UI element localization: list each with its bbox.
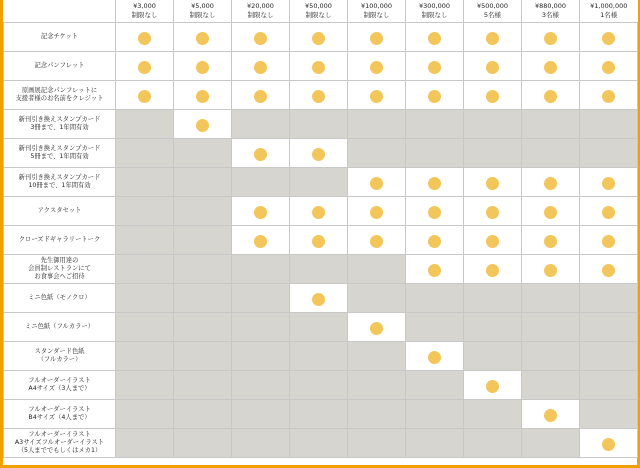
reward-row [4,255,638,284]
included-cell [580,81,638,110]
included-dot-icon [602,264,615,277]
unavailable-cell [232,255,290,284]
included-dot-icon [602,61,615,74]
included-cell [464,168,522,197]
included-dot-icon [602,32,615,45]
plan-price: ¥5,000 [191,2,214,10]
included-dot-icon [370,61,383,74]
plan-price: ¥500,000 [476,2,508,10]
included-cell [522,81,580,110]
reward-row [4,313,638,342]
unavailable-cell [290,313,348,342]
included-dot-icon [602,206,615,219]
unavailable-cell [522,284,580,313]
included-dot-icon [428,90,441,103]
included-cell [580,52,638,81]
plan-limit: 制限なし [189,11,216,19]
included-dot-icon [486,235,499,248]
included-cell [464,226,522,255]
plan-price: ¥100,000 [360,2,392,10]
unavailable-cell [290,371,348,400]
included-cell [290,139,348,168]
included-cell [522,168,580,197]
unavailable-cell [174,197,232,226]
included-dot-icon [602,438,615,451]
unavailable-cell [232,313,290,342]
included-dot-icon [486,264,499,277]
plan-header-row [4,0,638,23]
unavailable-cell [232,110,290,139]
included-cell [464,52,522,81]
included-cell [290,23,348,52]
included-dot-icon [196,119,209,132]
unavailable-cell [580,313,638,342]
unavailable-cell [174,313,232,342]
included-cell [522,23,580,52]
unavailable-cell [174,284,232,313]
reward-comparison-table [3,0,638,458]
included-cell [406,81,464,110]
included-dot-icon [428,351,441,364]
included-cell [232,52,290,81]
unavailable-cell [290,429,348,458]
plan-header [348,0,406,23]
reward-row [4,284,638,313]
included-dot-icon [312,293,325,306]
reward-label: フルオーダーイラスト A4サイズ（3人まで） [4,371,116,400]
unavailable-cell [290,255,348,284]
included-cell [580,23,638,52]
included-cell [174,110,232,139]
reward-label: ミニ色紙（フルカラー） [4,313,116,342]
unavailable-cell [116,284,174,313]
included-cell [464,255,522,284]
included-dot-icon [428,206,441,219]
included-cell [580,226,638,255]
included-dot-icon [486,90,499,103]
unavailable-cell [174,342,232,371]
unavailable-cell [290,342,348,371]
reward-row [4,81,638,110]
reward-label: 新刊引き換えスタンプカード 5冊まで、1年間有効 [4,139,116,168]
included-cell [522,400,580,429]
unavailable-cell [348,342,406,371]
included-dot-icon [428,235,441,248]
included-dot-icon [138,61,151,74]
included-dot-icon [544,90,557,103]
unavailable-cell [290,168,348,197]
included-cell [406,342,464,371]
plan-price: ¥300,000 [418,2,450,10]
unavailable-cell [580,139,638,168]
included-cell [580,197,638,226]
reward-row [4,197,638,226]
unavailable-cell [464,139,522,168]
included-dot-icon [196,61,209,74]
plan-limit: 制限なし [247,11,274,19]
unavailable-cell [464,313,522,342]
unavailable-cell [232,284,290,313]
included-cell [522,226,580,255]
unavailable-cell [174,226,232,255]
included-cell [522,197,580,226]
reward-row [4,110,638,139]
included-dot-icon [370,177,383,190]
reward-label: 新刊引き換えスタンプカード 3冊まで、1年間有効 [4,110,116,139]
included-dot-icon [486,206,499,219]
unavailable-cell [116,168,174,197]
included-dot-icon [254,235,267,248]
unavailable-cell [116,255,174,284]
reward-label: ミニ色紙（モノクロ） [4,284,116,313]
included-dot-icon [544,264,557,277]
reward-row [4,400,638,429]
unavailable-cell [116,226,174,255]
included-cell [464,81,522,110]
plan-header [522,0,580,23]
included-cell [174,81,232,110]
included-cell [116,23,174,52]
included-cell [406,52,464,81]
reward-label: 先生御用達の 会員制レストランにて お食事会へご招待 [4,255,116,284]
unavailable-cell [116,342,174,371]
unavailable-cell [464,110,522,139]
header-corner [4,0,116,23]
unavailable-cell [174,139,232,168]
unavailable-cell [522,139,580,168]
included-dot-icon [428,177,441,190]
plan-limit: 制限なし [363,11,390,19]
plan-header [116,0,174,23]
included-dot-icon [486,61,499,74]
included-dot-icon [602,90,615,103]
plan-header [174,0,232,23]
unavailable-cell [464,400,522,429]
plan-limit: 1名様 [600,11,618,19]
included-dot-icon [486,177,499,190]
unavailable-cell [522,429,580,458]
plan-header [580,0,638,23]
unavailable-cell [232,429,290,458]
included-dot-icon [196,90,209,103]
included-dot-icon [312,61,325,74]
reward-label: フルオーダーイラスト A3サイズフルオーダーイラスト （5人まででもしくはメカ1） [4,429,116,458]
included-cell [580,168,638,197]
included-dot-icon [312,148,325,161]
unavailable-cell [232,400,290,429]
plan-header [406,0,464,23]
unavailable-cell [116,110,174,139]
unavailable-cell [522,110,580,139]
included-cell [464,197,522,226]
plan-price: ¥20,000 [247,2,274,10]
reward-label: 原画展記念パンフレットに 支援者様のお名前をクレジット [4,81,116,110]
unavailable-cell [232,168,290,197]
unavailable-cell [116,400,174,429]
unavailable-cell [232,371,290,400]
reward-label: 記念パンフレット [4,52,116,81]
unavailable-cell [580,342,638,371]
included-cell [174,52,232,81]
included-dot-icon [544,409,557,422]
included-dot-icon [428,61,441,74]
reward-label: 新刊引き換えスタンプカード 10冊まで、1年間有効 [4,168,116,197]
included-cell [290,52,348,81]
unavailable-cell [116,371,174,400]
plan-price: ¥50,000 [305,2,332,10]
included-dot-icon [486,32,499,45]
reward-row [4,168,638,197]
included-dot-icon [254,90,267,103]
unavailable-cell [522,371,580,400]
included-cell [348,81,406,110]
reward-row [4,342,638,371]
unavailable-cell [406,139,464,168]
unavailable-cell [406,400,464,429]
included-dot-icon [370,322,383,335]
plan-limit: 3名様 [541,11,560,19]
included-cell [348,313,406,342]
included-dot-icon [370,90,383,103]
included-dot-icon [486,380,499,393]
unavailable-cell [348,255,406,284]
included-dot-icon [312,235,325,248]
included-cell [232,81,290,110]
included-dot-icon [370,32,383,45]
included-cell [116,81,174,110]
unavailable-cell [348,110,406,139]
included-cell [348,197,406,226]
included-dot-icon [602,177,615,190]
included-dot-icon [254,148,267,161]
included-cell [522,255,580,284]
reward-label: スタンダード色紙 （フルカラー） [4,342,116,371]
included-cell [464,23,522,52]
plan-header [232,0,290,23]
unavailable-cell [348,429,406,458]
plan-price: ¥1,000,000 [590,2,628,10]
unavailable-cell [174,168,232,197]
included-cell [290,284,348,313]
included-cell [348,23,406,52]
included-cell [348,226,406,255]
unavailable-cell [406,313,464,342]
included-dot-icon [428,32,441,45]
unavailable-cell [580,371,638,400]
included-dot-icon [370,206,383,219]
included-dot-icon [370,235,383,248]
included-cell [348,168,406,197]
unavailable-cell [174,400,232,429]
included-dot-icon [544,61,557,74]
reward-label: フルオーダーイラスト B4サイズ（4人まで） [4,400,116,429]
included-dot-icon [544,235,557,248]
included-dot-icon [138,32,151,45]
included-dot-icon [312,32,325,45]
plan-header [464,0,522,23]
included-cell [348,52,406,81]
unavailable-cell [348,371,406,400]
included-dot-icon [544,32,557,45]
reward-label: クローズドギャラリートーク [4,226,116,255]
unavailable-cell [348,400,406,429]
plan-price: ¥3,000 [133,2,156,10]
reward-row [4,371,638,400]
included-dot-icon [544,206,557,219]
included-dot-icon [312,206,325,219]
unavailable-cell [406,284,464,313]
reward-rows [4,23,638,458]
unavailable-cell [116,139,174,168]
included-dot-icon [254,61,267,74]
reward-row [4,139,638,168]
unavailable-cell [522,342,580,371]
plan-limit: 制限なし [131,11,158,19]
unavailable-cell [232,342,290,371]
included-cell [116,52,174,81]
reward-row [4,429,638,458]
plan-limit: 制限なし [305,11,332,19]
included-cell [232,226,290,255]
unavailable-cell [116,429,174,458]
included-cell [406,23,464,52]
included-cell [406,226,464,255]
unavailable-cell [348,139,406,168]
included-cell [232,23,290,52]
plan-limit: 制限なし [421,11,448,19]
unavailable-cell [116,197,174,226]
included-dot-icon [138,90,151,103]
included-cell [174,23,232,52]
included-dot-icon [602,235,615,248]
unavailable-cell [580,400,638,429]
plan-header [290,0,348,23]
unavailable-cell [290,400,348,429]
included-dot-icon [254,206,267,219]
included-cell [580,255,638,284]
reward-row [4,23,638,52]
included-dot-icon [312,90,325,103]
unavailable-cell [580,284,638,313]
included-cell [464,371,522,400]
unavailable-cell [522,313,580,342]
plan-price: ¥880,000 [534,2,566,10]
unavailable-cell [290,110,348,139]
included-cell [522,52,580,81]
included-dot-icon [428,264,441,277]
included-cell [406,168,464,197]
unavailable-cell [174,371,232,400]
reward-row [4,226,638,255]
included-cell [580,429,638,458]
included-cell [232,197,290,226]
unavailable-cell [116,313,174,342]
included-dot-icon [254,32,267,45]
reward-label: 記念チケット [4,23,116,52]
included-dot-icon [196,32,209,45]
included-cell [290,81,348,110]
included-dot-icon [544,177,557,190]
unavailable-cell [406,371,464,400]
unavailable-cell [174,255,232,284]
plan-limit: 5名様 [483,11,502,19]
included-cell [406,197,464,226]
unavailable-cell [464,284,522,313]
included-cell [232,139,290,168]
included-cell [290,226,348,255]
reward-label: アクスタセット [4,197,116,226]
unavailable-cell [464,429,522,458]
unavailable-cell [348,284,406,313]
unavailable-cell [406,110,464,139]
unavailable-cell [464,342,522,371]
included-cell [290,197,348,226]
included-cell [406,255,464,284]
unavailable-cell [174,429,232,458]
unavailable-cell [580,110,638,139]
unavailable-cell [406,429,464,458]
reward-row [4,52,638,81]
